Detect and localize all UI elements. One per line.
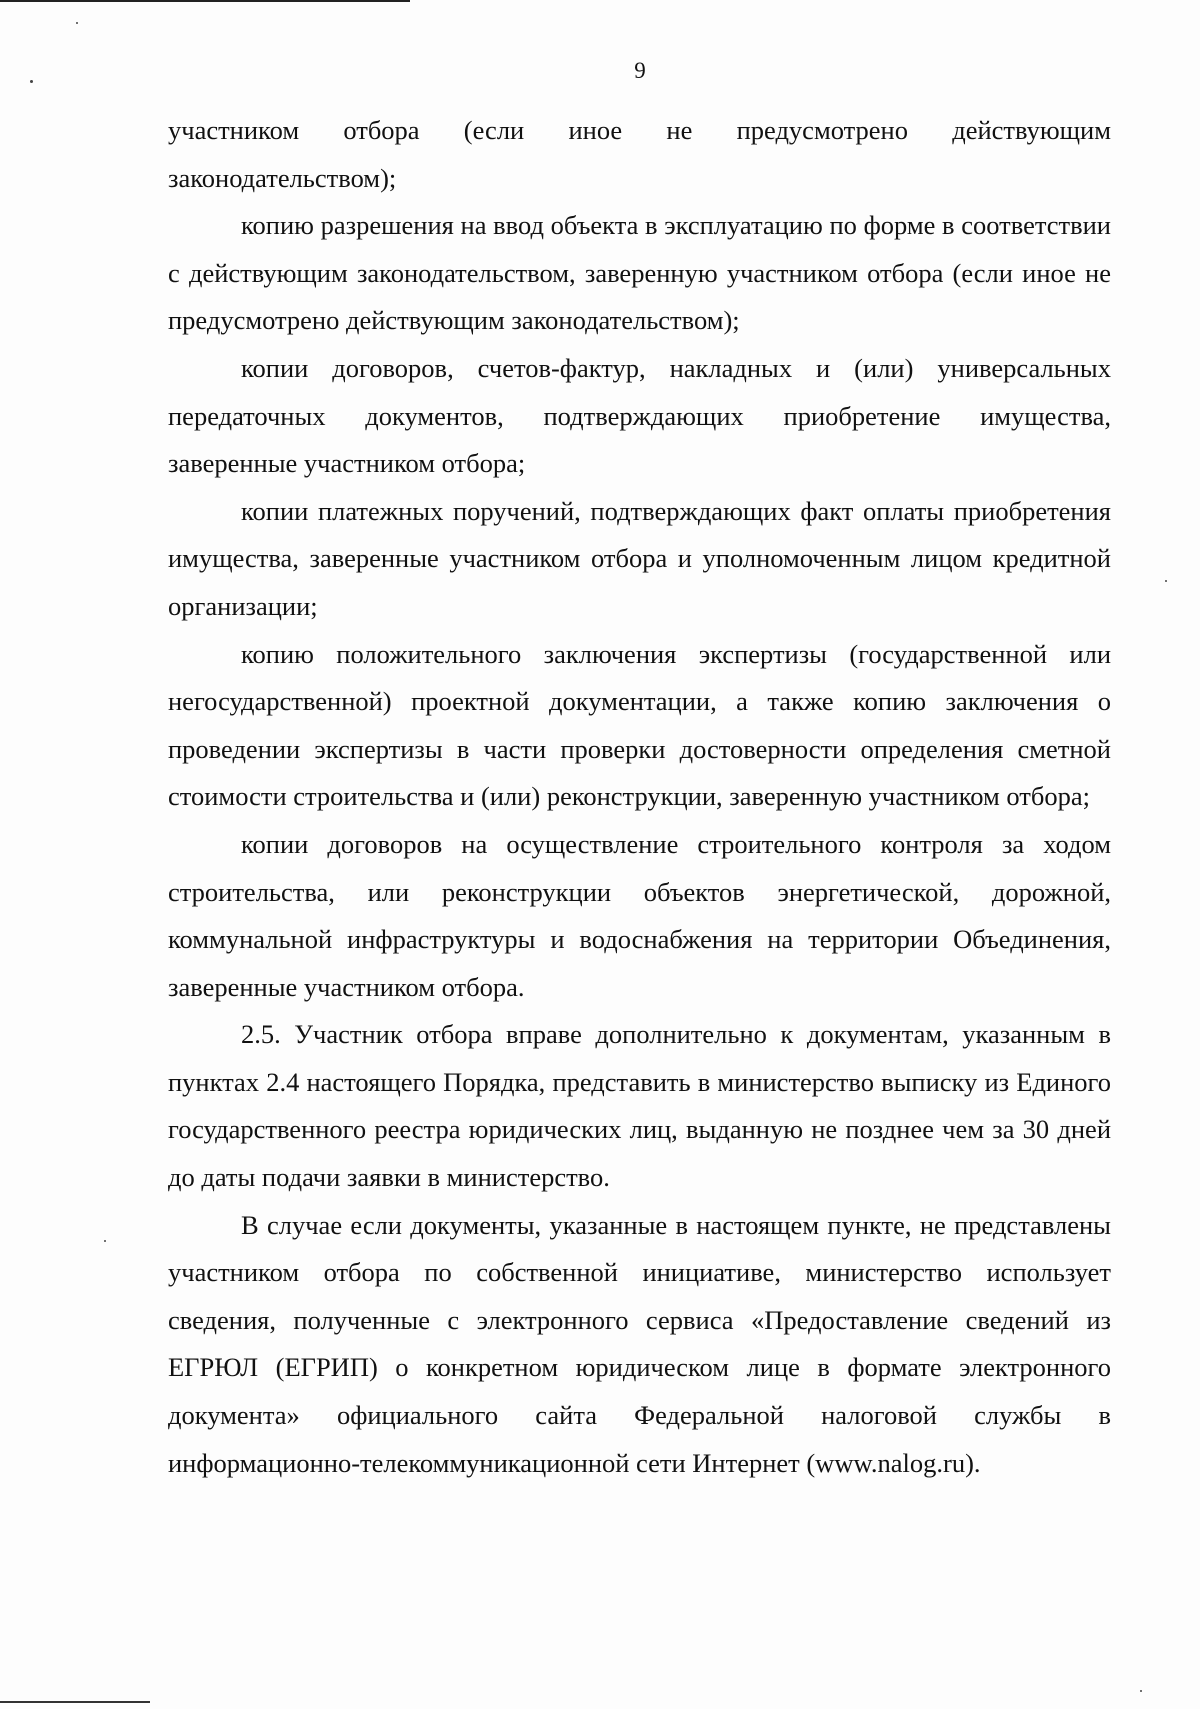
scan-speck [104,1240,106,1242]
paragraph: копии платежных поручений, подтверждающих факт оплаты приобретения имущества, заверенные участником отбора и уполномоченным лицом кредитной организации; [168,495,1111,621]
paragraph: копии договоров, счетов-фактур, накладных и (или) универсальных передаточных документов, подтверждающих приобретение имущества, заверенные участником отбора; [168,352,1111,479]
scan-edge-line-bottom [0,1701,150,1703]
scan-speck [1165,580,1167,582]
paragraph: копии договоров на осуществление строительного контроля за ходом строительства, или реконструкции объектов энергетической, дорожной, коммунальной инфраструктуры и водоснабжения на территории Объединения, заверенные участником отбора. [168,828,1111,1002]
paragraph: копию разрешения на ввод объекта в эксплуатацию по форме в соответствии с действующим законодательством, заверенную участником отбора (если иное не предусмотрено действующим законодательством); [168,210,1111,336]
paragraph: В случае если документы, указанные в настоящем пункте, не представлены участником отбора по собственной инициативе, министерство использует сведения, полученные с электронного сервиса «Предоставление сведений из ЕГРЮЛ (ЕГРИП) о конкретном юридическом лице в формате электронного документа» официального сайта Федеральной налоговой службы в информационно-телекоммуникационной сети Интернет (www.nalog.ru). [168,1209,1111,1478]
scan-speck [1140,1690,1142,1692]
scan-speck [76,22,78,24]
paragraph: участником отбора (если иное не предусмотрено действующим законодательством); [168,115,1111,193]
page-number: 9 [634,58,646,83]
paragraph: копию положительного заключения экспертизы (государственной или негосударственной) проектной документации, а также копию заключения о проведении экспертизы в части проверки достоверности определения сметной стоимости строительства и (или) реконструкции, заверенную участником отбора; [168,638,1111,812]
paragraph: 2.5. Участник отбора вправе дополнительно к документам, указанным в пунктах 2.4 настоящего Порядка, представить в министерство выписку из Единого государственного реестра юридических лиц, выданную не позднее чем за 30 дней до даты подачи заявки в министерство. [168,1019,1111,1193]
document-body [168,107,1111,1487]
scan-edge-line-top [0,0,410,2]
